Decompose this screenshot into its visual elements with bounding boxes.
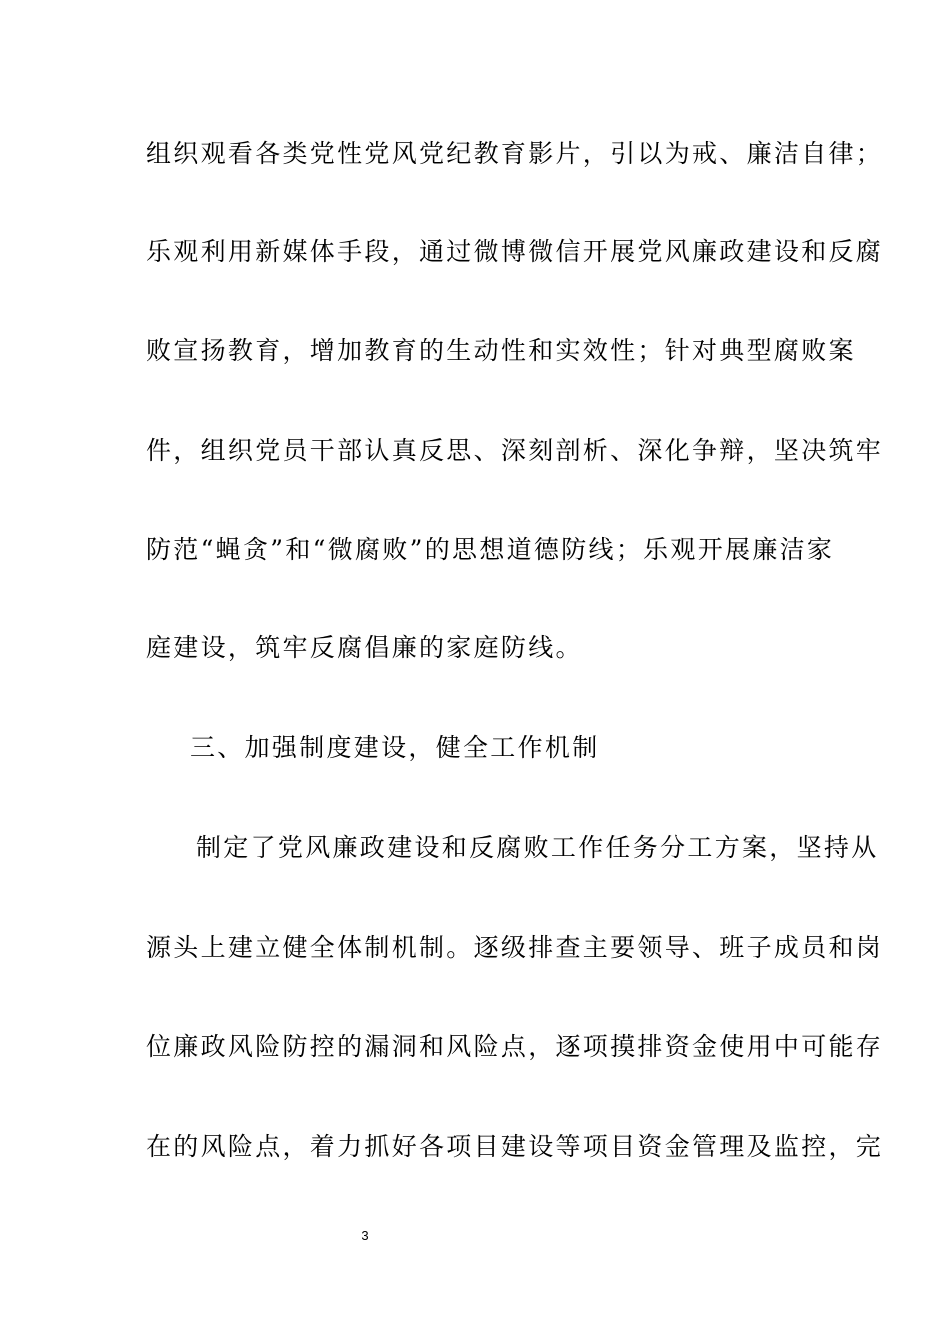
section-heading: 三、加强制度建设，健全工作机制	[190, 733, 600, 762]
section-text-line-2: 源头上建立健全体制机制。逐级排查主要领导、班子成员和岗	[146, 933, 884, 962]
body-text-line-6: 庭建设，筑牢反腐倡廉的家庭防线。	[146, 633, 583, 662]
section-text-line-3: 位廉政风险防控的漏洞和风险点，逐项摸排资金使用中可能存	[146, 1032, 884, 1061]
section-text-line-4: 在的风险点，着力抓好各项目建设等项目资金管理及监控，完	[146, 1132, 884, 1161]
page-number: 3	[361, 1228, 369, 1243]
body-text-line-5: 防范“蝇贪”和“微腐败”的思想道德防线；乐观开展廉洁家	[146, 535, 835, 564]
body-text-line-2: 乐观利用新媒体手段，通过微博微信开展党风廉政建设和反腐	[146, 237, 884, 266]
body-text-line-4: 件，组织党员干部认真反思、深刻剖析、深化争辩，坚决筑牢	[146, 436, 884, 465]
body-text-line-1: 组织观看各类党性党风党纪教育影片，引以为戒、廉洁自律；	[146, 139, 884, 168]
section-text-line-1: 制定了党风廉政建设和反腐败工作任务分工方案，坚持从	[196, 833, 879, 862]
body-text-line-3: 败宣扬教育，增加教育的生动性和实效性；针对典型腐败案	[146, 336, 856, 365]
